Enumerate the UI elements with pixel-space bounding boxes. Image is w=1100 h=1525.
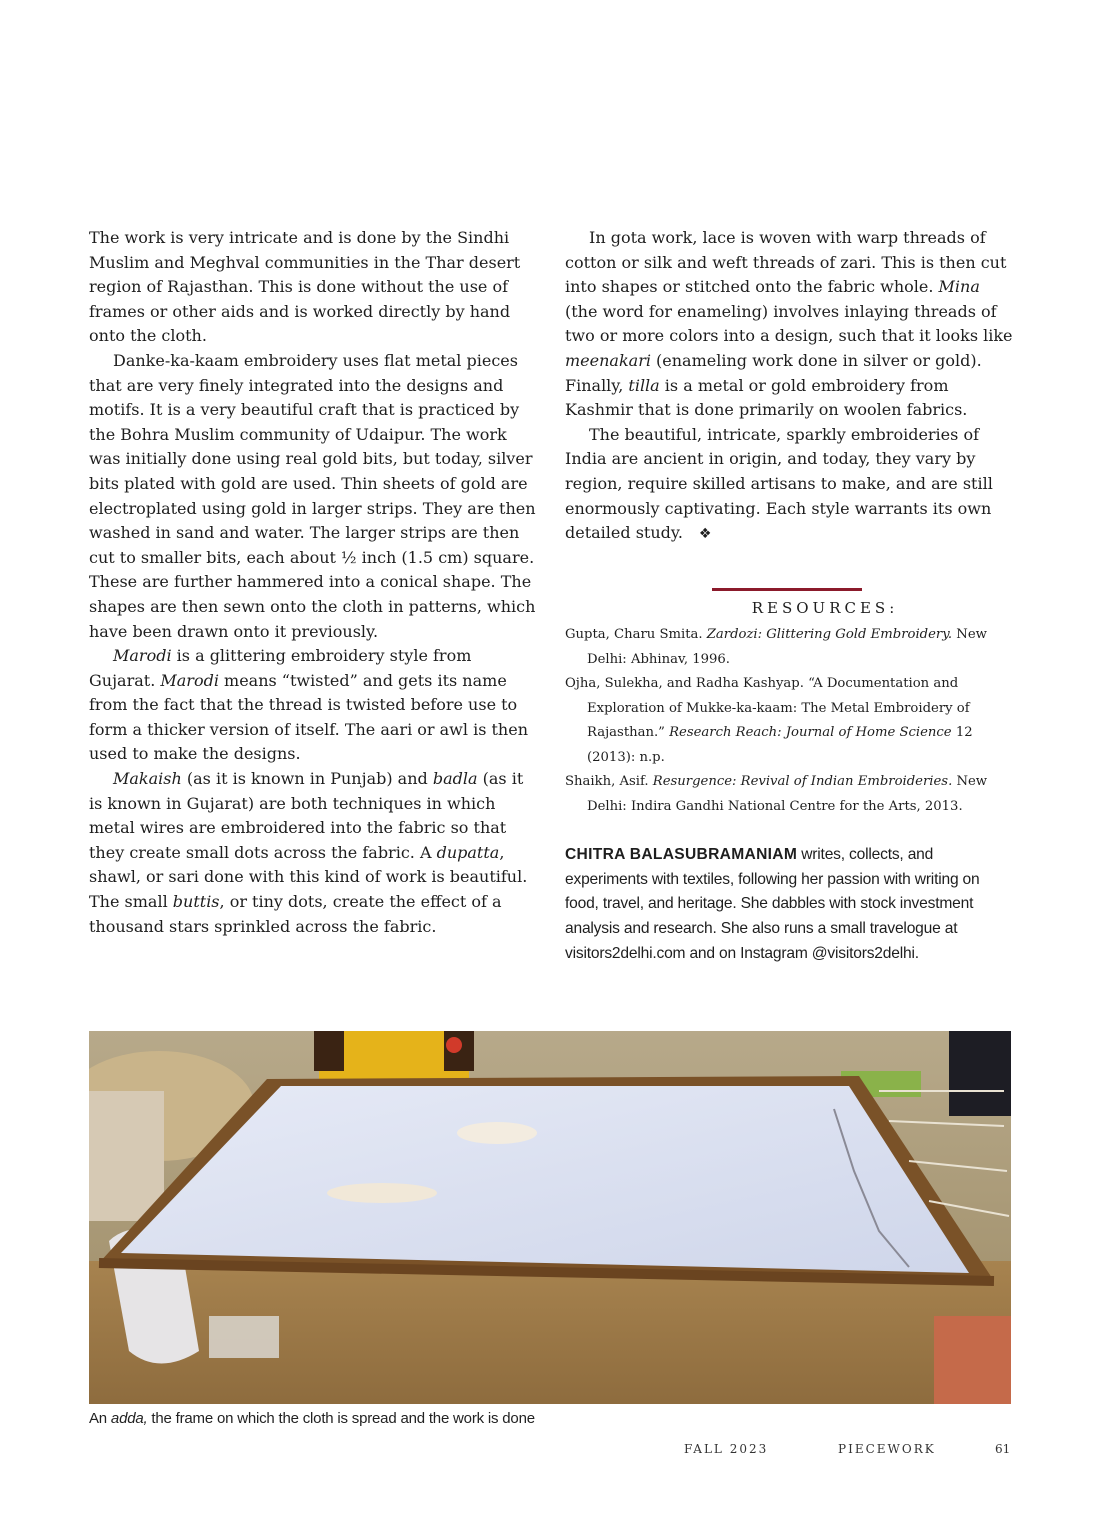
bio-text: writes, collects, and experiments with textiles, following her passion with writing on food, travel, and heritage. She dabbles with stock investment analysis and research. She also runs a small travelogue at visitors2delhi.com and on Instagram @visitors2delhi. (565, 846, 980, 962)
text-run: is a metal or gold embroidery from Kashmir that is done primarily on woolen fabrics. (565, 375, 968, 420)
resource-title: Research Reach: Journal of Home Science (669, 725, 952, 740)
term-italic: Marodi (113, 646, 172, 666)
resources-list (565, 623, 1015, 819)
text-run: (enameling work done in silver or gold). Finally, (565, 350, 982, 395)
issue-season: FALL 2023 (684, 1442, 769, 1456)
term-italic: adda, (110, 1410, 148, 1427)
paragraph (565, 226, 1015, 423)
article-right-column (565, 226, 1015, 547)
adda-photo (89, 1031, 1011, 1404)
article-left-column (89, 226, 541, 939)
paragraph: The work is very intricate and is done by the Sindhi Muslim and Meghval communities in the Thar desert region of Rajasthan. This is done without the use of frames or other aids and is worked directly by hand onto the cloth. (89, 228, 521, 346)
resources-rule (712, 588, 862, 591)
term-italic: buttis (172, 892, 220, 912)
resource-title: Resurgence: Revival of Indian Embroideries. (652, 774, 953, 789)
term-italic: meenakari (565, 350, 651, 370)
author-bio (565, 843, 1015, 967)
adda-photo-illustration (89, 1031, 1011, 1404)
text-run: (as it is known in Punjab) and (181, 769, 433, 789)
text-run: is a glittering embroidery style from Gujarat. (89, 646, 472, 690)
text-run: New Delhi: Indira Gandhi National Centre for the Arts, 2013. (587, 774, 988, 814)
text-run: The beautiful, intricate, sparkly embroideries of India are ancient in origin, and today, they vary by region, require skilled artisans to make, and are still enormously captivating. Each style warrants its own detailed study. (565, 424, 993, 543)
text-run: Gupta, Charu Smita. (565, 627, 707, 642)
resource-item (565, 623, 1015, 672)
text-run: (the word for enameling) involves inlaying threads of two or more colors into a design, such that it looks like (565, 301, 1013, 346)
magazine-name: PIECEWORK (838, 1442, 936, 1456)
text-run: the frame on which the cloth is spread and the work is done (147, 1410, 535, 1427)
text-run: An (89, 1410, 111, 1427)
term-italic: Makaish (113, 769, 182, 789)
page-number: 61 (995, 1442, 1011, 1456)
term-italic: Marodi (160, 670, 219, 690)
resource-title: Zardozi: Glittering Gold Embroidery. (706, 627, 953, 642)
paragraph (89, 644, 541, 767)
resource-item (565, 672, 1015, 770)
term-italic: tilla (628, 375, 660, 395)
text-run: Ojha, Sulekha, and Radha Kashyap. “A Documentation and Exploration of Mukke-ka-kaam: The Metal Embroidery of Rajasthan.” (565, 676, 970, 740)
text-run: , shawl, or sari done with this kind of work is beautiful. The small (89, 842, 528, 912)
photo-caption (89, 1410, 1011, 1427)
paragraph: Danke-ka-kaam embroidery uses flat metal pieces that are very finely integrated into the designs and motifs. It is a very beautiful craft that is practiced by the Bohra Muslim community of Udaipur. The work was initially done using real gold bits, but today, silver bits plated with gold are used. Thin sheets of gold are electroplated using gold in larger strips. They are then washed in sand and water. The larger strips are then cut to smaller bits, each about ½ inch (1.5 cm) square. These are further hammered into a conical shape. The shapes are then sewn onto the cloth in patterns, which have been drawn onto it previously. (89, 350, 536, 641)
term-italic: badla (432, 769, 478, 789)
text-run: Shaikh, Asif. (565, 774, 653, 789)
resource-item (565, 770, 1015, 819)
paragraph (89, 767, 541, 939)
text-run: New Delhi: Abhinav, 1996. (587, 627, 987, 667)
end-mark-icon: ❖ (698, 526, 712, 543)
term-italic: dupatta (436, 842, 500, 862)
text-run: 12 (2013): n.p. (587, 725, 973, 765)
text-run: In gota work, lace is woven with warp threads of cotton or silk and weft threads of zari. This is then cut into shapes or stitched onto the fabric whole. (565, 228, 1007, 297)
text-run: , or tiny dots, create the effect of a thousand stars sprinkled across the fabric. (89, 892, 502, 936)
text-run: means “twisted” and gets its name from the fact that the thread is twisted before use to form a thicker version of itself. The aari or awl is then used to make the designs. (89, 670, 528, 764)
paragraph (565, 423, 1015, 547)
author-name: CHITRA BALASUBRAMANIAM (565, 846, 798, 863)
text-run: (as it is known in Gujarat) are both techniques in which metal wires are embroidered into the fabric so that they create small dots across the fabric. A (89, 769, 524, 862)
term-italic: Mina (938, 277, 980, 297)
resources-heading: RESOURCES: (751, 599, 899, 617)
